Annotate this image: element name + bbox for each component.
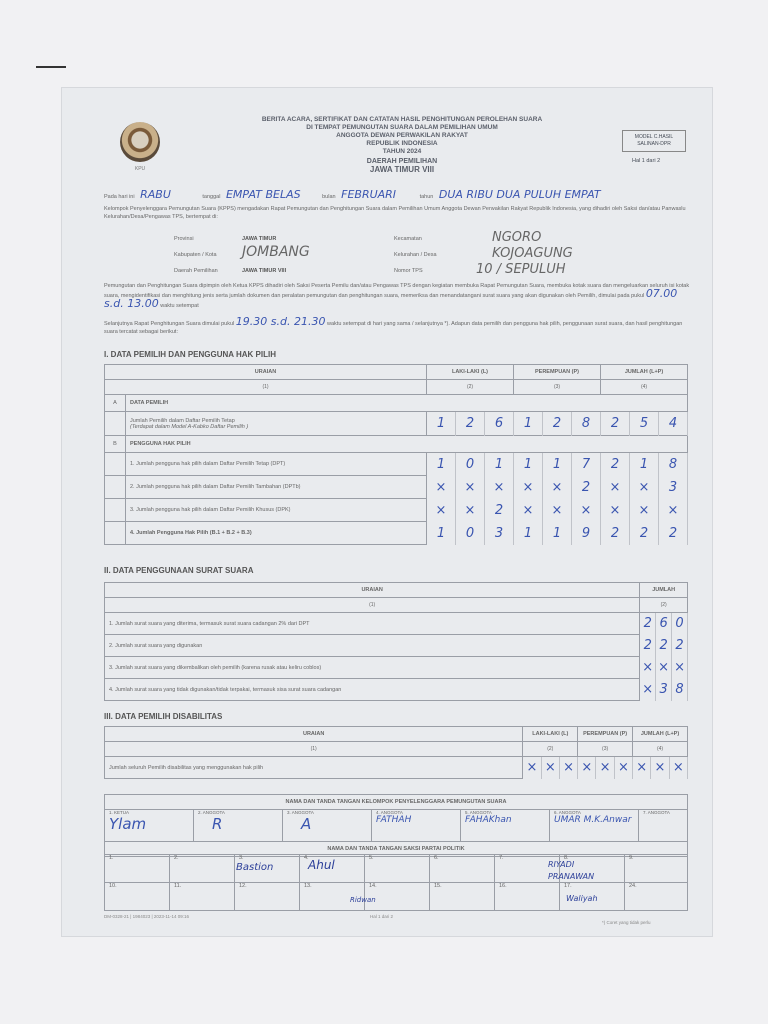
saksi-cell: 8.	[560, 855, 625, 883]
model-box	[622, 130, 686, 152]
s1-num-row	[105, 380, 688, 395]
form-title	[212, 116, 592, 174]
saksi-cell: 13.	[300, 883, 365, 911]
s1-col-j: JUMLAH (L+P)	[601, 365, 688, 380]
s1-col-l: LAKI-LAKI (L)	[427, 365, 514, 380]
kpps-role: 3. ANGGOTA	[287, 810, 314, 815]
saksi-cell: 6.	[430, 855, 495, 883]
kpps-sign: FAHAKhan	[465, 815, 512, 825]
s3-header-row	[105, 727, 688, 742]
kpps-sign: FATHAH	[376, 815, 412, 825]
digit: 2	[601, 453, 630, 476]
kpps-cell	[550, 810, 639, 842]
s1-a-spacer	[105, 412, 126, 436]
digit: 5	[630, 412, 659, 436]
s1-b3-label: 3. Jumlah pengguna hak pilih dalam Daftar Pemilih Khusus (DPK)	[126, 499, 427, 522]
s1-b-spacer	[105, 522, 126, 545]
section-2-table	[104, 582, 688, 701]
digit: ×	[427, 499, 456, 522]
digit: ×	[601, 499, 630, 522]
s1-a-label-sub: (Terdapat dalam Model A-Kabko Daftar Pemilih )	[130, 423, 249, 430]
kpps-cell	[194, 810, 283, 842]
saksi-cell: 4.	[300, 855, 365, 883]
next-text-2: waktu setempat di hari yang sama / selanjutnya *). Adapun data pemilih dan pengguna hak pilih, penggunaan surat suara, dan hasil penghitungan suara tercatat sebagai berikut:	[104, 321, 683, 335]
dapil-value: JAWA TIMUR VIII	[242, 268, 287, 274]
tahun-label: tahun	[419, 194, 434, 200]
s2-col-j: JUMLAH	[640, 583, 688, 598]
s1-col-uraian: URAIAN	[105, 365, 427, 380]
s3-num-4: (4)	[633, 742, 688, 757]
section-2-title: II. DATA PENGGUNAAN SURAT SUARA	[104, 566, 254, 575]
s1-b-row	[105, 476, 688, 499]
s2-r3-label: 3. Jumlah surat suara yang dikembalikan oleh pemilih (karena rusak atau keliru coblos)	[105, 657, 640, 679]
footer-code: DM-0328-21 | 1984023 | 2023-11-14 09:16	[104, 914, 190, 919]
digit: 2	[601, 412, 630, 436]
s2-num-1: (1)	[105, 598, 640, 613]
kabupaten-value: JOMBANG	[242, 244, 310, 260]
s2-r4-label: 4. Jumlah surat suara yang tidak digunakan/tidak terpakai, termasuk sisa surat suara cadangan	[105, 679, 640, 701]
procedure-text	[104, 282, 694, 310]
saksi-signature: Bastion	[236, 862, 274, 873]
digit: 6	[656, 613, 672, 635]
digit: 0	[456, 453, 485, 476]
digit: 2	[659, 522, 688, 545]
model-line-1: MODEL C.HASIL	[634, 134, 674, 140]
digit: ×	[651, 757, 669, 779]
kelurahan-value: KOJOAGUNG	[492, 246, 573, 261]
digit: ×	[427, 476, 456, 499]
s1-col-p: PEREMPUAN (P)	[514, 365, 601, 380]
kelurahan-label: Kelurahan / Desa	[394, 252, 437, 258]
region-label: DAERAH PEMILIHAN	[366, 158, 438, 165]
kpps-role: 6. ANGGOTA	[554, 810, 581, 815]
bulan-value: FEBRUARI	[341, 188, 397, 201]
digit: 2	[485, 499, 514, 522]
digit: 1	[485, 453, 514, 476]
saksi-cell: 3.	[235, 855, 300, 883]
s1-b-title: PENGGUNA HAK PILIH	[126, 436, 688, 453]
saksi-signature: PRANAWAN	[548, 872, 595, 881]
saksi-cell: 12.	[235, 883, 300, 911]
saksi-cell: 11.	[170, 883, 235, 911]
digit: 2	[656, 635, 672, 657]
kecamatan-value: NGORO	[492, 230, 542, 245]
saksi-cell: 15.	[430, 883, 495, 911]
digit: ×	[514, 476, 543, 499]
hari-label: Pada hari ini	[104, 194, 135, 200]
saksi-cell: 9.	[625, 855, 688, 883]
digit: ×	[640, 679, 656, 701]
bulan-label: bulan	[322, 194, 336, 200]
s1-num-3: (3)	[514, 380, 601, 395]
model-line-2: SALINAN-DPR	[637, 141, 671, 147]
saksi-signature: RIYADI	[548, 860, 575, 869]
kpps-sign: UMAR M.K.Anwar	[554, 815, 632, 825]
s2-row	[105, 613, 688, 635]
footer-page: Hal 1 dari 2	[370, 914, 394, 919]
s1-b-title-row	[105, 436, 688, 453]
saksi-cell: 17.	[560, 883, 625, 911]
s2-num-row	[105, 598, 688, 613]
s3-col-uraian: URAIAN	[105, 727, 523, 742]
s1-a-label-main: Jumlah Pemilih dalam Daftar Pemilih Tetap	[130, 417, 235, 424]
digit: ×	[669, 757, 687, 779]
title-line-2: DI TEMPAT PEMUNGUTAN SUARA DALAM PEMILIHAN UMUM	[306, 124, 498, 131]
digit: ×	[614, 757, 632, 779]
page-indicator-top: Hal 1 dari 2	[632, 158, 661, 164]
saksi-cell: 24.	[625, 883, 688, 911]
kpps-role: 1. KETUA	[109, 810, 130, 815]
s1-a-code: A	[105, 395, 126, 412]
digit: 0	[456, 522, 485, 545]
s1-a-row	[105, 412, 688, 436]
saksi-signature: Ridwan	[350, 896, 376, 904]
s1-b-row	[105, 453, 688, 476]
section-1-title: I. DATA PEMILIH DAN PENGGUNA HAK PILIH	[104, 350, 276, 359]
digit: ×	[672, 657, 688, 679]
kpps-cell	[372, 810, 461, 842]
section-3-table	[104, 726, 688, 779]
s2-header-row	[105, 583, 688, 598]
digit: 1	[514, 522, 543, 545]
s1-num-2: (2)	[427, 380, 514, 395]
digit: 1	[514, 412, 543, 436]
digit: 3	[656, 679, 672, 701]
s1-b-spacer	[105, 453, 126, 476]
saksi-row-2	[105, 883, 688, 911]
saksi-cell: 7.	[495, 855, 560, 883]
saksi-signature: Ahul	[308, 858, 335, 872]
digit: 1	[630, 453, 659, 476]
section-3-title: III. DATA PEMILIH DISABILITAS	[104, 712, 223, 721]
s3-num-3: (3)	[578, 742, 633, 757]
digit: 1	[543, 453, 572, 476]
form-sheet	[62, 88, 712, 936]
digit: 6	[485, 412, 514, 436]
kpps-signature-table	[104, 794, 688, 857]
digit: 1	[427, 453, 456, 476]
s1-a-label	[126, 412, 427, 436]
s3-col-l: LAKI-LAKI (L)	[523, 727, 578, 742]
title-line-4: REPUBLIK INDONESIA	[366, 140, 438, 147]
digit: ×	[633, 757, 651, 779]
digit: 2	[640, 635, 656, 657]
digit: ×	[630, 476, 659, 499]
procedure-next	[104, 315, 694, 336]
digit: 2	[543, 412, 572, 436]
kpps-role: 7. ANGGOTA	[643, 810, 670, 815]
tps-label: Nomor TPS	[394, 268, 423, 274]
digit: 8	[659, 453, 688, 476]
s1-num-1: (1)	[105, 380, 427, 395]
saksi-title: NAMA DAN TANDA TANGAN SAKSI PARTAI POLITIK	[105, 842, 688, 857]
dapil-label: Daerah Pemilihan	[174, 268, 218, 274]
digit: ×	[572, 499, 601, 522]
tanggal-label: tanggal	[202, 194, 221, 200]
kpps-cell	[105, 810, 194, 842]
s2-row	[105, 679, 688, 701]
s1-b4-label: 4. Jumlah Pengguna Hak Pilih (B.1 + B.2 + B.3)	[126, 522, 427, 545]
provinsi-label: Provinsi	[174, 236, 194, 242]
digit: ×	[523, 757, 541, 779]
s3-col-p: PEREMPUAN (P)	[578, 727, 633, 742]
waktu-label: waktu setempat	[160, 303, 199, 309]
s1-b-spacer	[105, 476, 126, 499]
kpps-cell	[639, 810, 688, 842]
kpps-role: 2. ANGGOTA	[198, 810, 225, 815]
provinsi-value: JAWA TIMUR	[242, 236, 277, 242]
kpps-role: 5. ANGGOTA	[465, 810, 492, 815]
s1-b2-label: 2. Jumlah pengguna hak pilih dalam Daftar Pemilih Tambahan (DPTb)	[126, 476, 427, 499]
opening-line	[104, 188, 601, 201]
s3-row	[105, 757, 688, 779]
procedure-body: Pemungutan dan Penghitungan Suara dipimpin oleh Ketua KPPS dihadiri oleh Saksi Peserta Pemilu dan/atau Pengawas TPS dengan kegiatan membuka Rapat Pemungutan Suara, membuka kotak suara dan mengeluarkan seluruh isi kotak suara, mengidentifikasi dan menghitung jenis serta jumlah dokumen dan peralatan pemungutan dan penghitungan suara, memeriksa dan menandatangani surat suara yang akan digunakan oleh Pemilih, dimulai pada pukul	[104, 283, 690, 299]
digit: 1	[427, 522, 456, 545]
s1-a-title: DATA PEMILIH	[126, 395, 688, 412]
logo-caption: KPU	[134, 166, 146, 172]
s2-row	[105, 657, 688, 679]
digit: 0	[672, 613, 688, 635]
kpps-sign-row	[105, 810, 688, 842]
kpps-role: 4. ANGGOTA	[376, 810, 403, 815]
saksi-row-1	[105, 855, 688, 883]
kpu-logo-icon	[120, 122, 160, 162]
saksi-cell: 2.	[170, 855, 235, 883]
digit: ×	[514, 499, 543, 522]
digit: 2	[640, 613, 656, 635]
s1-b-code: B	[105, 436, 126, 453]
digit: 2	[630, 522, 659, 545]
title-line-1: BERITA ACARA, SERTIFIKAT DAN CATATAN HASIL PENGHITUNGAN PEROLEHAN SUARA	[261, 116, 543, 123]
tanggal-value: EMPAT BELAS	[225, 188, 301, 201]
digit: 7	[572, 453, 601, 476]
s3-num-1: (1)	[105, 742, 523, 757]
digit: ×	[456, 499, 485, 522]
saksi-cell: 5.	[365, 855, 430, 883]
digit: 1	[543, 522, 572, 545]
digit: ×	[485, 476, 514, 499]
s3-num-row	[105, 742, 688, 757]
kabupaten-label: Kabupaten / Kota	[174, 252, 217, 258]
digit: ×	[630, 499, 659, 522]
digit: 2	[456, 412, 485, 436]
start-time: 07.00 s.d. 13.00	[104, 287, 678, 310]
s1-b-row	[105, 522, 688, 545]
digit: 3	[485, 522, 514, 545]
hari-value: RABU	[140, 188, 171, 201]
digit: 2	[572, 476, 601, 499]
s3-num-2: (2)	[523, 742, 578, 757]
saksi-cell: 16.	[495, 883, 560, 911]
region-value: JAWA TIMUR VIII	[369, 165, 435, 174]
s1-b1-label: 1. Jumlah pengguna hak pilih dalam Daftar Pemilih Tetap (DPT)	[126, 453, 427, 476]
s1-header-row	[105, 365, 688, 380]
digit: ×	[601, 476, 630, 499]
saksi-cell: 14.	[365, 883, 430, 911]
digit: 1	[514, 453, 543, 476]
section-1-table	[104, 364, 688, 545]
digit: 1	[427, 412, 456, 436]
footer-note: *) Coret yang tidak perlu	[602, 920, 651, 925]
digit: ×	[456, 476, 485, 499]
digit: 8	[672, 679, 688, 701]
saksi-signature-table	[104, 854, 688, 911]
digit: 3	[659, 476, 688, 499]
digit: 2	[601, 522, 630, 545]
digit: 9	[572, 522, 601, 545]
saksi-signature: Waliyah	[566, 894, 598, 903]
scan-edge-mark	[36, 66, 66, 68]
digit: 2	[672, 635, 688, 657]
kpps-sign: R	[212, 815, 223, 833]
opening-text: Kelompok Penyelenggara Pemungutan Suara (KPPS) mengadakan Rapat Pemungutan dan Penghitungan Suara dalam Pemilihan Umum Anggota Dewan Perwakilan Rakyat Republik Indonesia, yang dihadiri oleh Saksi dan/atau Panwaslu Kelurahan/Desa/Pengawas TPS, bertempat di:	[104, 206, 686, 220]
digit: ×	[656, 657, 672, 679]
kecamatan-label: Kecamatan	[394, 236, 422, 242]
digit: 4	[659, 412, 688, 436]
digit: ×	[596, 757, 614, 779]
s1-b-row	[105, 499, 688, 522]
digit: ×	[578, 757, 596, 779]
title-line-3: ANGGOTA DEWAN PERWAKILAN RAKYAT	[336, 132, 468, 139]
digit: ×	[543, 499, 572, 522]
kpps-sign: Ylam	[109, 815, 147, 833]
digit: ×	[543, 476, 572, 499]
s3-col-j: JUMLAH (L+P)	[633, 727, 688, 742]
kpps-title: NAMA DAN TANDA TANGAN KELOMPOK PENYELENGGARA PEMUNGUTAN SUARA	[105, 795, 688, 810]
tahun-value: DUA RIBU DUA PULUH EMPAT	[438, 188, 601, 201]
digit: 8	[572, 412, 601, 436]
kpps-cell	[283, 810, 372, 842]
next-text: Selanjutnya Rapat Penghitungan Suara dimulai pukul	[104, 321, 235, 327]
s1-num-4: (4)	[601, 380, 688, 395]
digit: ×	[541, 757, 559, 779]
kpps-sign: A	[301, 815, 312, 833]
digit: ×	[559, 757, 577, 779]
tps-value: 10 / SEPULUH	[476, 262, 566, 277]
s2-col-uraian: URAIAN	[105, 583, 640, 598]
s3-label: Jumlah seluruh Pemilih disabilitas yang menggunakan hak pilih	[105, 757, 523, 779]
s2-r2-label: 2. Jumlah surat suara yang digunakan	[105, 635, 640, 657]
digit: ×	[659, 499, 688, 522]
saksi-cell: 1.	[105, 855, 170, 883]
s1-b-spacer	[105, 499, 126, 522]
s2-row	[105, 635, 688, 657]
kpps-cell	[461, 810, 550, 842]
kpps-title-row	[105, 795, 688, 810]
count-time: 19.30 s.d. 21.30	[235, 315, 326, 328]
s2-num-2: (2)	[640, 598, 688, 613]
saksi-cell: 10.	[105, 883, 170, 911]
s1-a-title-row	[105, 395, 688, 412]
title-line-5: TAHUN 2024	[382, 148, 422, 155]
s2-r1-label: 1. Jumlah surat suara yang diterima, termasuk surat suara cadangan 2% dari DPT	[105, 613, 640, 635]
digit: ×	[640, 657, 656, 679]
